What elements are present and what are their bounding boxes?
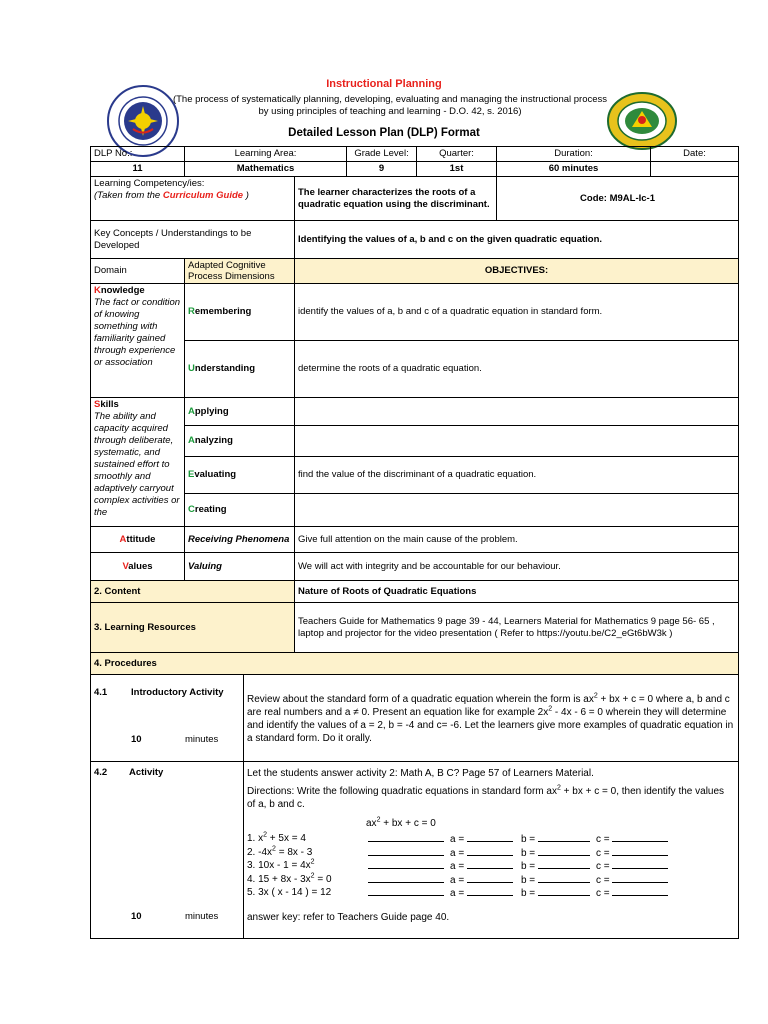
dimension-analyzing: Analyzing bbox=[185, 426, 295, 456]
answer-blanks bbox=[368, 832, 668, 900]
quarter-value: 1st bbox=[417, 162, 497, 177]
competency-code: Code: M9AL-Ic-1 bbox=[497, 177, 739, 221]
equation-item: 4. $15 + 8x - 3x^2 = 0$ bbox=[247, 872, 332, 885]
knowledge-heading: Knowledge bbox=[94, 285, 145, 296]
objective-row-applying bbox=[91, 398, 739, 426]
objective-understanding: determine the roots of a quadratic equation. bbox=[295, 341, 739, 398]
content-label: 2. Content bbox=[91, 581, 295, 603]
key-concepts-row bbox=[91, 221, 739, 259]
answer-row[interactable]: a = b = c = bbox=[368, 859, 668, 873]
grade-level-label: Grade Level: bbox=[347, 147, 417, 162]
procedures-row bbox=[91, 653, 739, 675]
values-domain: Values bbox=[91, 553, 185, 581]
document-header bbox=[0, 0, 768, 148]
domain-label: Domain bbox=[91, 259, 185, 284]
intro-minutes-label: minutes bbox=[185, 734, 219, 745]
dlp-format-title: Detailed Lesson Plan (DLP) Format bbox=[288, 127, 480, 139]
duration-label: Duration: bbox=[497, 147, 651, 162]
objective-evaluating: find the value of the discriminant of a quadratic equation. bbox=[295, 456, 739, 494]
introductory-activity-meta bbox=[91, 675, 244, 761]
activity-directions: Directions: Write the following quadratic equations in standard form $ax^2$ + bx + c = 0, then identify the values of a, b and c. bbox=[247, 784, 725, 810]
objective-applying bbox=[295, 398, 739, 426]
competency-source: (Taken from the Curriculum Guide ) bbox=[94, 190, 249, 201]
info-value-row bbox=[91, 162, 739, 177]
objective-row-analyzing bbox=[91, 426, 739, 456]
equation-item: 2. $-4x^2 = 8x - 3$ bbox=[247, 845, 313, 858]
activity-body bbox=[244, 762, 738, 938]
introductory-activity-row bbox=[91, 675, 739, 762]
dimension-understanding: Understanding bbox=[185, 341, 295, 398]
content-row bbox=[91, 581, 739, 603]
resources-row bbox=[91, 603, 739, 653]
introductory-activity-text: Review about the standard form of a quadratic equation wherein the form is $ax^2$ + bx + c = 0 where a, b and c are real numbers and a ≠ 0. Present an equation like for example $2x^2 - 4x - 6 = 0$ wherein they will determine and identify the values of a = 2, b = -4 and c= -6. Let the learners give more examples of quadratic equation in a standard form. Do it orally. bbox=[247, 692, 734, 744]
objective-row-understanding bbox=[91, 341, 739, 398]
competency-row bbox=[91, 177, 739, 221]
intro-number: 4.1 bbox=[94, 687, 108, 698]
knowledge-domain-cell bbox=[91, 284, 185, 398]
values-objective: We will act with integrity and be accountable for our behaviour. bbox=[295, 553, 739, 581]
grade-level-value: 9 bbox=[347, 162, 417, 177]
dimension-creating: Creating bbox=[185, 494, 295, 527]
attitude-domain: Attitude bbox=[91, 527, 185, 553]
competency-label-cell bbox=[91, 177, 295, 221]
activity-number: 4.2 bbox=[94, 767, 108, 778]
learning-area-label: Learning Area: bbox=[185, 147, 347, 162]
objective-creating bbox=[295, 494, 739, 527]
resources-text: Teachers Guide for Mathematics 9 page 39 - 44, Learners Material for Mathematics 9 page 56- 65 , laptop and projector for the video presentation ( Refer to https://youtu.be/C2_eGt6bW3k ) bbox=[295, 603, 739, 653]
resources-label: 3. Learning Resources bbox=[91, 603, 295, 653]
answer-row[interactable]: a = b = c = bbox=[368, 846, 668, 860]
quarter-label: Quarter: bbox=[417, 147, 497, 162]
lesson-plan-table bbox=[90, 146, 739, 939]
standard-form-heading: $ax^2$ + bx + c = 0 bbox=[366, 816, 436, 829]
procedures-label: 4. Procedures bbox=[91, 653, 739, 675]
objective-row-remembering bbox=[91, 284, 739, 341]
key-concepts-label: Key Concepts / Understandings to be Developed bbox=[91, 221, 295, 259]
objectives-header-row bbox=[91, 259, 739, 284]
answer-row[interactable]: a = b = c = bbox=[368, 832, 668, 846]
instructional-planning-title: Instructional Planning bbox=[326, 78, 442, 90]
attitude-objective: Give full attention on the main cause of the problem. bbox=[295, 527, 739, 553]
equation-item: 1. $x^2 + 5x = 4$ bbox=[247, 831, 306, 844]
acpd-label: Adapted Cognitive Process Dimensions bbox=[185, 259, 295, 284]
activity-title: Activity bbox=[129, 767, 164, 778]
key-concepts-text: Identifying the values of a, b and c on the given quadratic equation. bbox=[295, 221, 739, 259]
info-label-row bbox=[91, 147, 739, 162]
duration-value: 60 minutes bbox=[497, 162, 651, 177]
objective-analyzing bbox=[295, 426, 739, 456]
skills-domain-cell bbox=[91, 398, 185, 527]
objective-remembering: identify the values of a, b and c of a quadratic equation in standard form. bbox=[295, 284, 739, 341]
intro-minutes: 10 bbox=[131, 734, 142, 745]
learning-area-value: Mathematics bbox=[185, 162, 347, 177]
knowledge-description: The fact or condition of knowing something with familiarity gained through experience or association bbox=[94, 297, 181, 368]
date-label: Date: bbox=[651, 147, 739, 162]
dimension-applying: Applying bbox=[185, 398, 295, 426]
equation-list bbox=[247, 832, 332, 900]
dlp-no-value: 11 bbox=[91, 162, 185, 177]
attitude-row bbox=[91, 527, 739, 553]
activity-instruction: Let the students answer activity 2: Math A, B C? Page 57 of Learners Material. bbox=[247, 768, 594, 779]
values-row bbox=[91, 553, 739, 581]
attitude-dimension: Receiving Phenomena bbox=[185, 527, 295, 553]
competency-text: The learner characterizes the roots of a quadratic equation using the discriminant. bbox=[295, 177, 497, 221]
skills-heading: Skills bbox=[94, 399, 119, 410]
equation-item: 5. 3x ( x - 14 ) = 12 bbox=[247, 887, 332, 899]
intro-title: Introductory Activity bbox=[131, 687, 224, 698]
values-dimension: Valuing bbox=[185, 553, 295, 581]
objectives-label: OBJECTIVES: bbox=[295, 259, 739, 284]
activity-minutes-label: minutes bbox=[185, 911, 219, 922]
activity-row bbox=[91, 762, 739, 939]
dimension-remembering: Remembering bbox=[185, 284, 295, 341]
division-seal-logo bbox=[606, 91, 678, 151]
skills-description: The ability and capacity acquired through deliberate, systematic, and sustained effort to smoothly and adaptively carryout complex activities or the bbox=[94, 411, 180, 518]
dimension-evaluating: Evaluating bbox=[185, 456, 295, 494]
activity-minutes: 10 bbox=[131, 911, 142, 922]
dlp-no-label: DLP No.: bbox=[91, 147, 185, 162]
content-text: Nature of Roots of Quadratic Equations bbox=[295, 581, 739, 603]
activity-meta bbox=[91, 762, 244, 938]
answer-key: answer key: refer to Teachers Guide page 40. bbox=[247, 912, 450, 923]
instructional-planning-subtitle: (The process of systematically planning, developing, evaluating and managing the instructional process by using principles of teaching and learning - D.O. 42, s. 2016) bbox=[172, 94, 608, 117]
answer-row[interactable]: a = b = c = bbox=[368, 873, 668, 887]
objective-row-creating bbox=[91, 494, 739, 527]
date-value bbox=[651, 162, 739, 177]
competency-label: Learning Competency/ies: bbox=[94, 178, 205, 189]
answer-row[interactable]: a = b = c = bbox=[368, 886, 668, 900]
equation-item: 3. $10x - 1 = 4x^2$ bbox=[247, 858, 315, 872]
objective-row-evaluating bbox=[91, 456, 739, 494]
